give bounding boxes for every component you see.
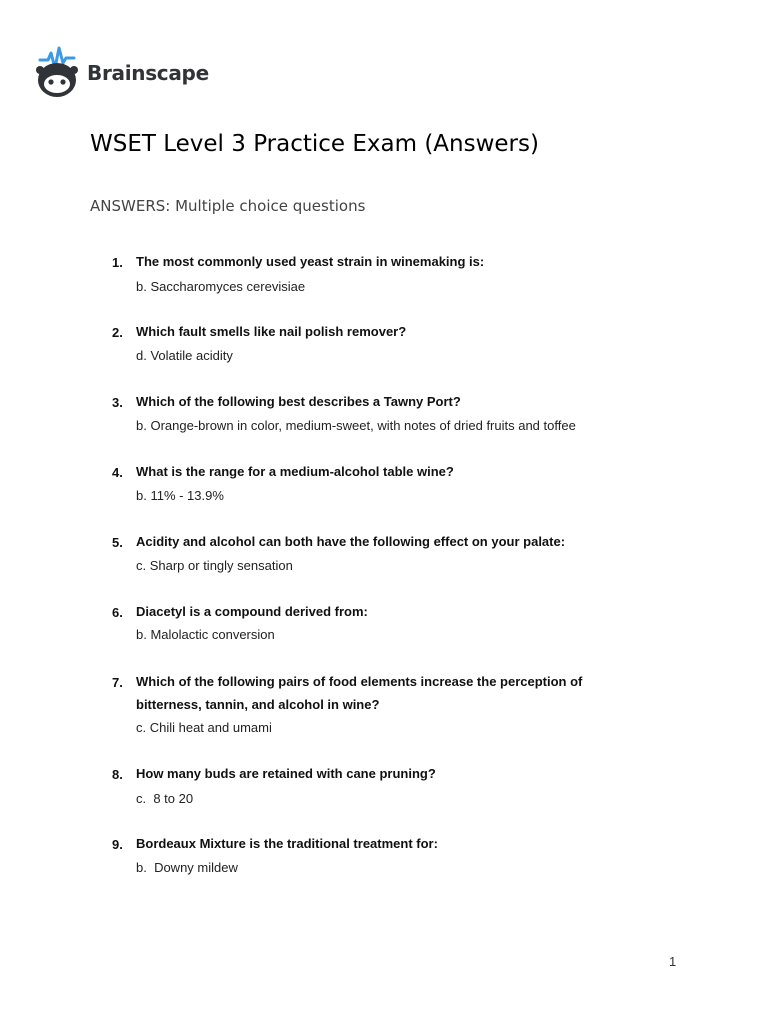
- question-text: Which fault smells like nail polish remover?: [136, 324, 407, 339]
- answer-text: b. Orange-brown in color, medium-sweet, with notes of dried fruits and toffee: [136, 418, 576, 433]
- answer-text: c. Sharp or tingly sensation: [136, 558, 293, 573]
- question-number: 4.: [112, 465, 123, 480]
- answer-text: c. Chili heat and umami: [136, 720, 272, 735]
- question-text: Bordeaux Mixture is the traditional treatment for:: [136, 836, 438, 851]
- brainscape-logo-icon: [34, 44, 80, 98]
- answer-text: d. Volatile acidity: [136, 348, 233, 363]
- brand-name: Brainscape: [87, 61, 209, 85]
- question-text: Diacetyl is a compound derived from:: [136, 604, 368, 619]
- answer-text: b. Malolactic conversion: [136, 627, 275, 642]
- question-text: Acidity and alcohol can both have the following effect on your palate:: [136, 534, 566, 549]
- question-number: 7.: [112, 675, 123, 690]
- question-number: 1.: [112, 255, 123, 270]
- document-title: WSET Level 3 Practice Exam (Answers): [90, 131, 539, 157]
- question-number: 3.: [112, 395, 123, 410]
- question-number: 5.: [112, 535, 123, 550]
- question-text: The most commonly used yeast strain in winemaking is:: [136, 254, 485, 269]
- page-number: 1: [669, 954, 677, 969]
- answer-text: c. 8 to 20: [136, 791, 194, 806]
- section-heading: ANSWERS: Multiple choice questions: [90, 197, 366, 215]
- question-text: Which of the following pairs of food elements increase the perception of bitterness, tannin, and alcohol in wine?: [136, 674, 583, 712]
- answer-text: b. 11% - 13.9%: [136, 488, 224, 503]
- question-text: What is the range for a medium-alcohol table wine?: [136, 464, 454, 479]
- brainscape-logo: [34, 44, 209, 98]
- question-text: How many buds are retained with cane pruning?: [136, 766, 436, 781]
- question-number: 9.: [112, 837, 123, 852]
- question-number: 6.: [112, 605, 123, 620]
- question-number: 8.: [112, 767, 123, 782]
- question-text: Which of the following best describes a Tawny Port?: [136, 394, 461, 409]
- question-number: 2.: [112, 325, 123, 340]
- answer-text: b. Downy mildew: [136, 860, 238, 875]
- answer-text: b. Saccharomyces cerevisiae: [136, 279, 306, 294]
